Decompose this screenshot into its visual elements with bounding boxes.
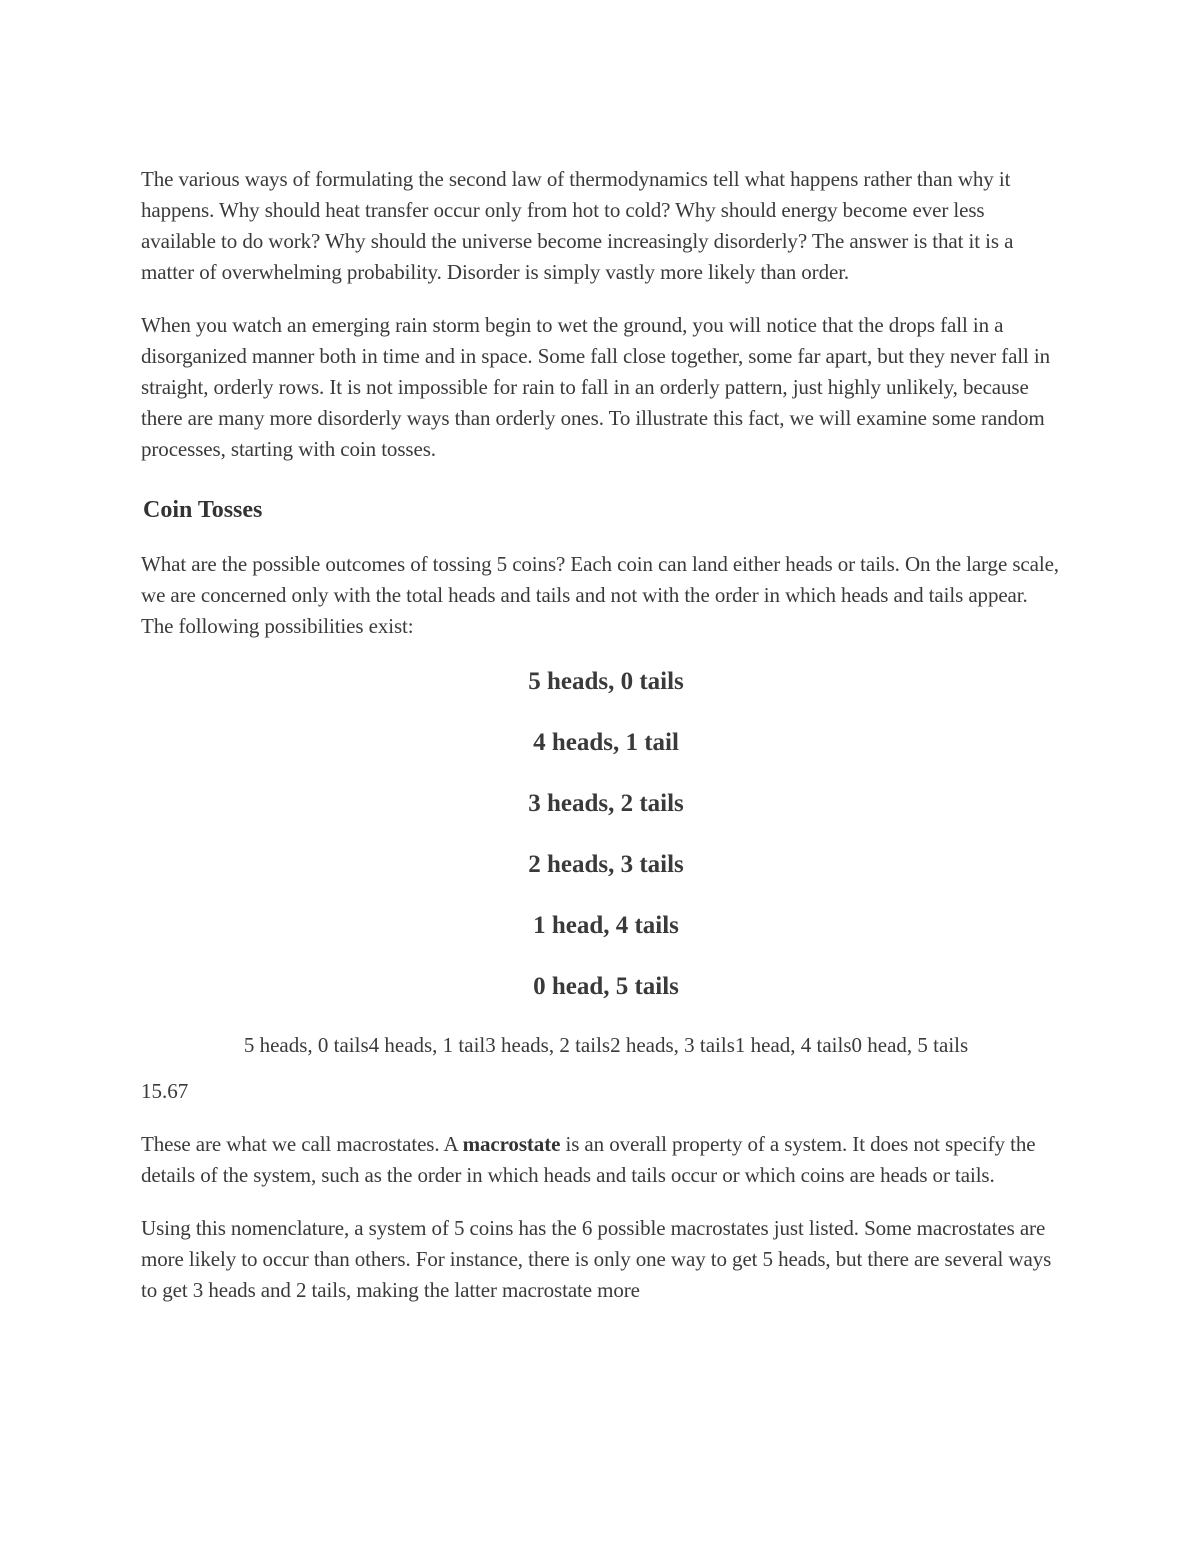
- outcome-item: 5 heads, 0 tails: [528, 668, 684, 695]
- outcome-item: 2 heads, 3 tails: [528, 851, 684, 878]
- macrostate-term: macrostate: [462, 1132, 561, 1156]
- paragraph-macrostate: [141, 1129, 1061, 1191]
- outcome-item: 3 heads, 2 tails: [528, 790, 684, 817]
- outcome-item: 0 head, 5 tails: [533, 973, 679, 1000]
- paragraph-macrostate-rest: is an overall property of a system. It does not specify the details of the system, such as the order in which heads and tails occur or which coins are heads or tails.: [141, 1132, 1036, 1187]
- outcome-list: [141, 666, 1061, 1002]
- document-page: [141, 164, 1061, 1328]
- outcome-item: 4 heads, 1 tail: [533, 729, 679, 756]
- equation-number: 15.67: [141, 1079, 189, 1103]
- paragraph-nomenclature: Using this nomenclature, a system of 5 coins has the 6 possible macrostates just listed. Some macrostates are more likely to occur than others. For instance, there is only one way to get 5 heads, but there are several ways to get 3 heads and 2 tails, making the latter macrostate more: [141, 1216, 1052, 1302]
- outcome-run-text: 5 heads, 0 tails4 heads, 1 tail3 heads, 2 tails2 heads, 3 tails1 head, 4 tails0 head, 5 tails: [243, 1033, 969, 1057]
- paragraph-rain: When you watch an emerging rain storm begin to wet the ground, you will notice that the drops fall in a disorganized manner both in time and in space. Some fall close together, some far apart, but they never fall in straight, orderly rows. It is not impossible for rain to fall in an orderly pattern, just highly unlikely, because there are many more disorderly ways than orderly ones. To illustrate this fact, we will examine some random processes, starting with coin tosses.: [141, 313, 1051, 461]
- outcome-item: 1 head, 4 tails: [533, 912, 679, 939]
- paragraph-coin-outcomes: What are the possible outcomes of tossing 5 coins? Each coin can land either heads or tails. On the large scale, we are concerned only with the total heads and tails and not with the order in which heads and tails appear. The following possibilities exist:: [141, 552, 1059, 638]
- paragraph-intro: The various ways of formulating the second law of thermodynamics tell what happens rather than why it happens. Why should heat transfer occur only from hot to cold? Why should energy become ever less available to do work? Why should the universe become increasingly disorderly? The answer is that it is a matter of overwhelming probability. Disorder is simply vastly more likely than order.: [141, 167, 1014, 284]
- section-heading: Coin Tosses: [143, 497, 263, 523]
- paragraph-macrostate-lead: These are what we call macrostates. A: [141, 1132, 463, 1156]
